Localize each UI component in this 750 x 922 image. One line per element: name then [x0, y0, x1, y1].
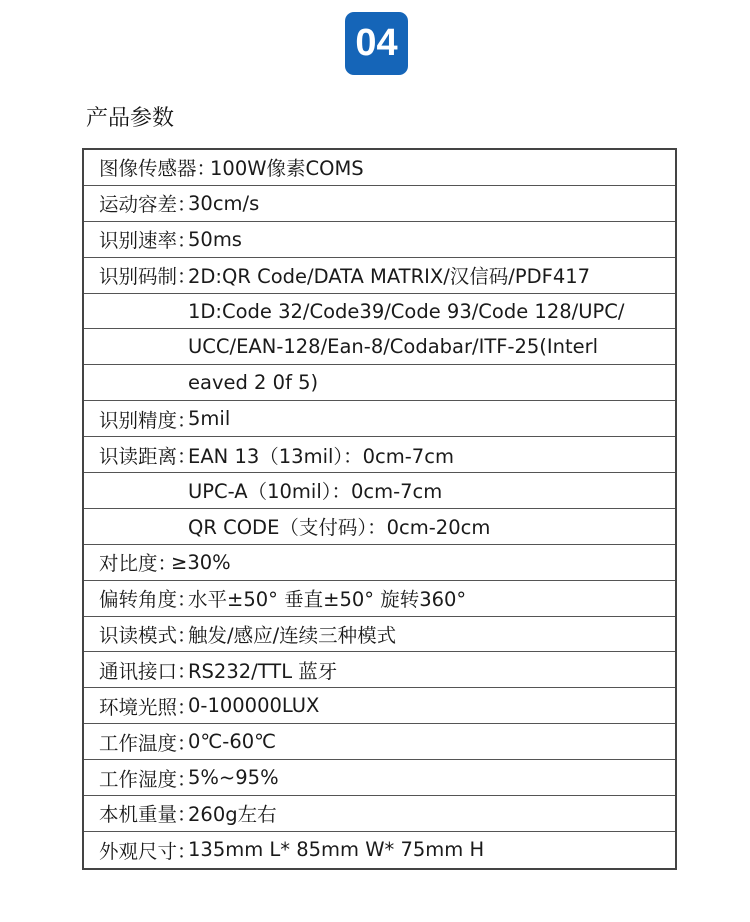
spec-label: 本机重量： [99, 803, 197, 827]
spec-value: 2D:QR Code/DATA MATRIX/汉信码/PDF417 [188, 265, 591, 289]
spec-value: 水平±50° 垂直±50° 旋转360° [188, 588, 467, 612]
spec-value: 260g左右 [188, 803, 277, 827]
spec-label: 通讯接口： [99, 659, 197, 683]
spec-row-operating-humidity [84, 760, 675, 796]
spec-value: 5%~95% [188, 766, 279, 790]
spec-value: 135mm L* 85mm W* 75mm H [188, 838, 485, 862]
spec-row-motion-tolerance [84, 186, 675, 222]
spec-label: 工作湿度： [99, 767, 197, 791]
spec-label: 环境光照： [99, 695, 197, 719]
spec-value: 0℃-60℃ [188, 730, 277, 754]
spec-label: 识别速率： [99, 229, 197, 253]
spec-label: 识读模式： [99, 624, 197, 648]
spec-label: 对比度： [99, 552, 178, 576]
section-title: 产品参数 [86, 106, 175, 131]
spec-value: 50ms [188, 227, 242, 251]
section-number-badge: 04 [345, 12, 408, 75]
spec-value: 0-100000LUX [188, 694, 320, 718]
spec-row-symbologies-cont-2 [84, 329, 675, 365]
spec-value: 30cm/s [188, 191, 260, 215]
spec-value: UCC/EAN-128/Ean-8/Codabar/ITF-25(Interl [188, 335, 599, 359]
spec-value: QR CODE（支付码）：0cm-20cm [188, 516, 491, 540]
spec-label: 运动容差： [99, 193, 197, 217]
spec-value: 5mil [188, 407, 231, 431]
spec-row-ambient-light [84, 688, 675, 724]
spec-row-dimensions [84, 832, 675, 868]
spec-value: UPC-A（10mil）：0cm-7cm [188, 480, 443, 504]
spec-value: 100W像素COMS [210, 157, 364, 181]
spec-label: 外观尺寸： [99, 839, 197, 863]
spec-row-read-distance [84, 437, 675, 473]
spec-row-contrast [84, 545, 675, 581]
spec-value: 触发/感应/连续三种模式 [188, 624, 397, 648]
spec-row-weight [84, 796, 675, 832]
spec-row-skew-angle [84, 581, 675, 617]
spec-row-symbologies [84, 258, 675, 294]
spec-row-resolution [84, 401, 675, 437]
spec-row-read-distance-cont-1 [84, 473, 675, 509]
spec-value: 1D:Code 32/Code39/Code 93/Code 128/UPC/ [188, 299, 625, 323]
spec-value: eaved 2 0f 5) [188, 371, 319, 395]
spec-row-decode-speed [84, 222, 675, 258]
spec-row-symbologies-cont-1 [84, 294, 675, 330]
spec-row-symbologies-cont-3 [84, 365, 675, 401]
spec-table [82, 148, 677, 870]
spec-label: 工作温度： [99, 731, 197, 755]
spec-row-operating-temperature [84, 724, 675, 760]
spec-row-interface [84, 652, 675, 688]
spec-row-read-distance-cont-2 [84, 509, 675, 545]
spec-label: 偏转角度： [99, 588, 197, 612]
spec-label: 识读距离： [99, 444, 197, 468]
spec-row-image-sensor [84, 150, 675, 186]
spec-value: EAN 13（13mil）：0cm-7cm [188, 444, 454, 468]
spec-value: RS232/TTL 蓝牙 [188, 659, 338, 683]
spec-label: 识别精度： [99, 408, 197, 432]
spec-label: 图像传感器： [99, 157, 217, 181]
spec-value: ≥30% [171, 550, 231, 574]
spec-label: 识别码制： [99, 265, 197, 289]
spec-row-read-mode [84, 617, 675, 653]
